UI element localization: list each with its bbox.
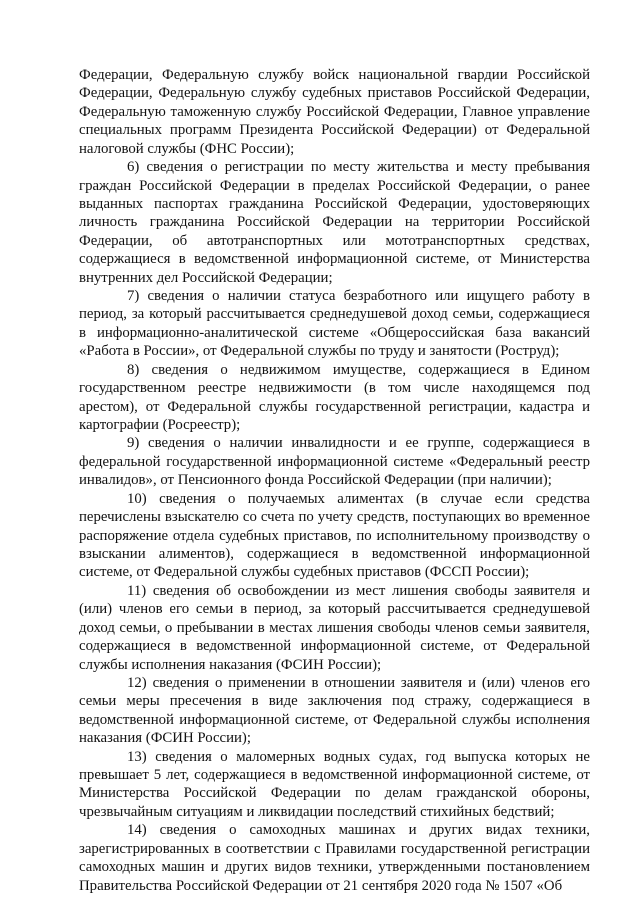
paragraph-continuation: Федерации, Федеральную службу войск национальной гвардии Российской Федерации, Федеральную службу судебных приставов Российской Федерации, Федеральную таможенную службу Российской Федерации, Главное управление специальных программ Президента Российской Федерации) от Федеральной налоговой службы (ФНС России); <box>79 67 590 157</box>
paragraph-item-10: 10) сведения о получаемых алиментах (в случае если средства перечислены взыскателю со счета по учету средств, поступающих во временное распоряжение отдела судебных приставов, по исполнительному производству о взыскании алиментов), содержащиеся в ведомственной информационной системе, от Федеральной службы судебных приставов (ФССП России); <box>79 490 590 581</box>
paragraph-item-13: 13) сведения о маломерных водных судах, год выпуска которых не превышает 5 лет, содержащиеся в ведомственной информационной системе, от Министерства Российской Федерации по делам гражданской обороны, чрезвычайным ситуациям и ликвидации последствий стихийных бедствий; <box>79 748 590 820</box>
paragraph-item-12: 12) сведения о применении в отношении заявителя и (или) членов его семьи меры пресечения в виде заключения под стражу, содержащиеся в ведомственной информационной системе, от Федеральной службы исполнения наказания (ФСИН России); <box>79 674 590 747</box>
paragraph-item-8: 8) сведения о недвижимом имуществе, содержащиеся в Едином государственном реестре недвижимости (в том числе находящемся под арестом), от Федеральной службы государственной регистрации, кадастра и картографии (Росреестр); <box>79 361 590 434</box>
document-body <box>79 66 590 895</box>
paragraph-item-14: 14) сведения о самоходных машинах и других видах техники, зарегистрированных в соответствии с Правилами государственной регистрации самоходных машин и других видов техники, утвержденными постановлением Правительства Российской Федерации от 21 сентября 2020 года № 1507 «Об <box>79 822 590 894</box>
paragraph-item-11: 11) сведения об освобождении из мест лишения свободы заявителя и (или) членов его семьи в период, за который рассчитывается среднедушевой доход семьи, о пребывании в местах лишения свободы членов семьи заявителя, содержащиеся в ведомственной информационной системе, от Федеральной службы исполнения наказания (ФСИН России); <box>79 582 590 673</box>
paragraph-item-7: 7) сведения о наличии статуса безработного или ищущего работу в период, за который рассчитывается среднедушевой доход семьи, содержащиеся в информационно-аналитической системе «Общероссийская база вакансий «Работа в России», от Федеральной службы по труду и занятости (Роструд); <box>79 288 590 360</box>
paragraph-item-6: 6) сведения о регистрации по месту жительства и месту пребывания граждан Российской Федерации в пределах Российской Федерации, о ранее выданных паспортах гражданина Российской Федерации, удостоверяющих личность гражданина Российской Федерации на территории Российской Федерации, об автотранспортных или мототранспортных средствах, содержащиеся в ведомственной информационной системе, от Министерства внутренних дел Российской Федерации; <box>79 159 590 286</box>
paragraph-item-9: 9) сведения о наличии инвалидности и ее группе, содержащиеся в федеральной государственной информационной системе «Федеральный реестр инвалидов», от Пенсионного фонда Российской Федерации (при наличии); <box>79 435 590 489</box>
